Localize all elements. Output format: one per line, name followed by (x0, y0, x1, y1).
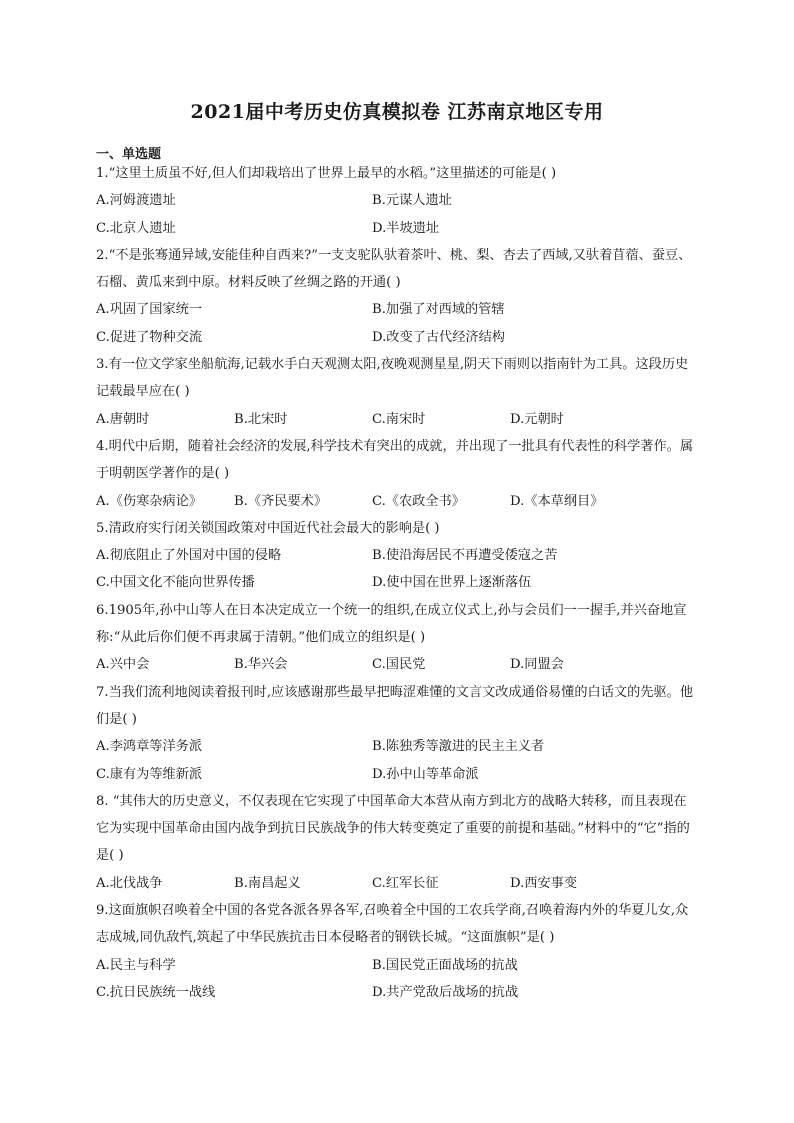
option-d: D.西安事变 (510, 875, 578, 891)
option-c: C.南宋时 (372, 411, 426, 427)
option-d: D.使中国在世界上逐渐落伍 (372, 575, 532, 591)
option-a: A.李鸿章等洋务派 (96, 739, 203, 755)
option-a: A.河姆渡遗址 (96, 193, 176, 209)
option-a: A.民主与科学 (96, 957, 176, 973)
option-d: D.同盟会 (510, 657, 564, 673)
option-b: B.使沿海居民不再遭受倭寇之苦 (372, 548, 558, 564)
option-d: D.元朝时 (510, 411, 564, 427)
question-9 (96, 897, 696, 1006)
option-b: B.陈独秀等激进的民主主义者 (372, 739, 545, 755)
option-c: C.抗日民族统一战线 (96, 984, 216, 1000)
question-stem: 4.明代中后期，随着社会经济的发展,科学技术有突出的成就，并出现了一批具有代表性的科学著作。属于明朝医学著作的是( ) (96, 438, 694, 482)
option-b: B.国民党正面战场的抗战 (372, 957, 518, 973)
option-a: A.巩固了国家统一 (96, 302, 203, 318)
question-stem: 5.清政府实行闭关锁国政策对中国近代社会最大的影响是( ) (96, 520, 440, 536)
question-2 (96, 242, 696, 351)
question-options (96, 187, 696, 242)
option-a: A.兴中会 (96, 657, 150, 673)
option-b: B.元谋人遗址 (372, 193, 452, 209)
question-stem: 8. “其伟大的历史意义，不仅表现在它实现了中国革命大本营从南方到北方的战略大转移，而且表现在它为实现中国革命由国内战争到抗日民族战争的伟大转变奠定了重要的前提和基础。”材料中的“它”指的是( ) (96, 793, 690, 864)
option-d: D.改变了古代经济结构 (372, 329, 505, 345)
question-stem: 3.有一位文学家坐船航海,记载水手白天观测太阳,夜晚观测星星,阴天下雨则以指南针为工具。这段历史记载最早应在( ) (96, 357, 689, 400)
question-options (96, 651, 696, 678)
option-b: B.华兴会 (234, 657, 288, 673)
option-c: C.康有为等维新派 (96, 766, 203, 782)
question-options (96, 542, 696, 597)
question-stem: 2.“不是张骞通异域,安能佳种自西来?”一支支驼队驮着茶叶、桃、梨、杏去了西域,又驮着苜蓿、蚕豆、石榴、黄瓜来到中原。材料反映了丝绸之路的开通( ) (96, 247, 692, 291)
question-8 (96, 788, 696, 897)
option-b: B.北宋时 (234, 411, 288, 427)
question-7 (96, 679, 696, 788)
section-title: 一、单选题 (96, 147, 162, 162)
question-5 (96, 515, 696, 597)
option-c: C.北京人遗址 (96, 220, 176, 236)
option-c: C.中国文化不能向世界传播 (96, 575, 255, 591)
option-a: A.彻底阻止了外国对中国的侵略 (96, 548, 282, 564)
question-list (96, 160, 696, 1006)
option-d: D.半坡遗址 (372, 220, 440, 236)
question-4 (96, 433, 696, 515)
question-stem: 6.1905年,孙中山等人在日本决定成立一个统一的组织,在成立仪式上,孙与会员们一一握手,并兴奋地宣称:“从此后你们便不再隶属于清朝。”他们成立的组织是( ) (96, 602, 687, 646)
option-d: D.孙中山等革命派 (372, 766, 479, 782)
option-c: C.促进了物种交流 (96, 329, 203, 345)
question-options (96, 952, 696, 1007)
question-options (96, 733, 696, 788)
exam-title: 2021届中考历史仿真模拟卷 江苏南京地区专用 (190, 101, 604, 123)
question-stem: 7.当我们流利地阅读着报刊时,应该感谢那些最早把晦涩难懂的文言文改成通俗易懂的白话文的先驱。他们是( ) (96, 684, 694, 727)
option-b: B.《齐民要术》 (234, 493, 328, 509)
question-options (96, 870, 696, 897)
option-a: A.北伐战争 (96, 875, 163, 891)
option-c: C.国民党 (372, 657, 426, 673)
option-b: B.南昌起义 (234, 875, 301, 891)
option-d: D.《本草纲目》 (510, 493, 604, 509)
question-options (96, 406, 696, 433)
question-options (96, 296, 696, 351)
option-d: D.共产党敌后战场的抗战 (372, 984, 519, 1000)
option-a: A.唐朝时 (96, 411, 150, 427)
question-stem: 1.“这里土质虽不好,但人们却栽培出了世界上最早的水稻。”这里描述的可能是( ) (96, 166, 557, 181)
option-a: A.《伤寒杂病论》 (96, 493, 203, 509)
question-3 (96, 351, 696, 433)
question-options (96, 488, 696, 515)
option-c: C.《农政全书》 (372, 493, 465, 509)
question-stem: 9.这面旗帜召唤着全中国的各党各派各界各军,召唤着全中国的工农兵学商,召唤着海内外的华夏儿女,众志成城,同仇敌忾,筑起了中华民族抗击日本侵略者的钢铁长城。“这面旗帜”是( ) (96, 903, 689, 946)
option-b: B.加强了对西域的管辖 (372, 302, 505, 318)
question-1 (96, 160, 696, 242)
question-6 (96, 597, 696, 679)
option-c: C.红军长征 (372, 875, 439, 891)
